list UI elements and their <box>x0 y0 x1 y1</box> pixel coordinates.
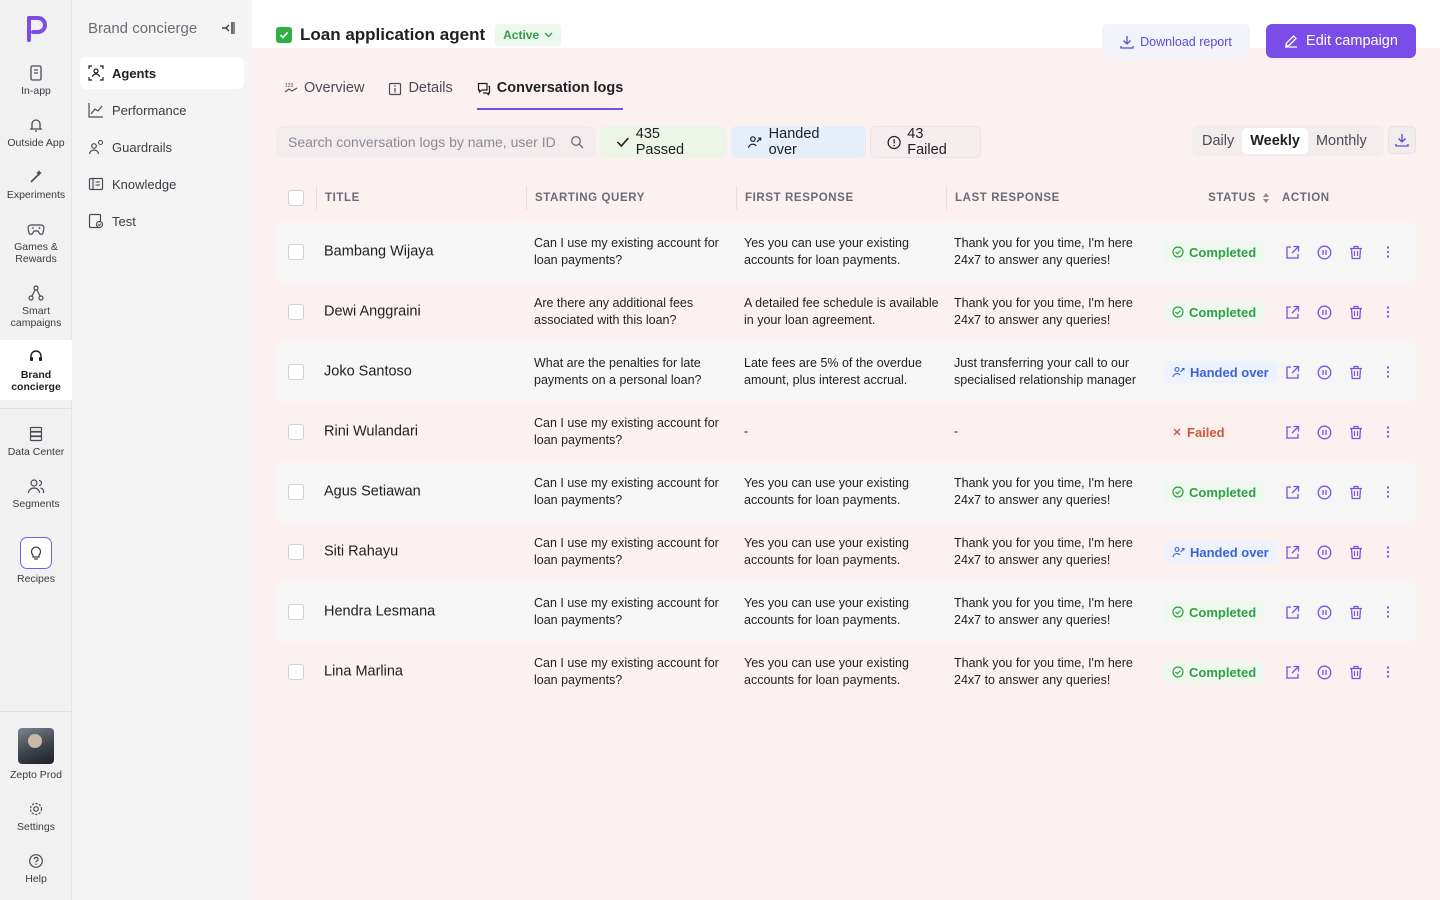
row-last-response: Thank you for you time, I'm here 24x7 to answer any queries! <box>954 476 1133 507</box>
select-all-checkbox[interactable] <box>288 190 304 206</box>
status-badge <box>1164 301 1264 323</box>
rail-item-label: Settings <box>17 821 55 833</box>
column-header-last-response[interactable]: LAST RESPONSE <box>946 186 1156 210</box>
check-circle-icon <box>1172 486 1184 498</box>
row-first-response: Yes you can use your existing accounts for loan payments. <box>744 596 909 627</box>
in-app-icon <box>27 64 45 82</box>
row-first-response: - <box>744 424 749 439</box>
row-starting-query: Can I use my existing account for loan payments? <box>534 596 719 627</box>
chevron-down-icon <box>544 32 553 38</box>
row-title: Hendra Lesmana <box>324 603 436 620</box>
page-title: Loan application agent <box>300 25 486 44</box>
test-icon <box>88 213 104 229</box>
row-starting-query: Can I use my existing account for loan payments? <box>534 476 719 507</box>
rail-item-data-center[interactable] <box>0 425 72 458</box>
tab-details[interactable] <box>388 80 452 110</box>
status-badge-label: Handed over <box>1190 364 1269 380</box>
filter-label: Handed over <box>768 126 820 158</box>
row-checkbox[interactable] <box>288 604 304 620</box>
status-label: Active <box>503 28 540 42</box>
row-first-response: Yes you can use your existing accounts for loan payments. <box>744 236 909 267</box>
row-first-response: Yes you can use your existing accounts for loan payments. <box>744 536 909 567</box>
pause-icon[interactable] <box>1316 484 1332 500</box>
pause-icon[interactable] <box>1316 304 1332 320</box>
tab-label: Overview <box>304 80 365 96</box>
rail-item-label: Data Center <box>7 446 65 458</box>
chart-line-icon <box>88 102 104 118</box>
row-starting-query: Can I use my existing account for loan payments? <box>534 656 719 687</box>
status-badge-label: Completed <box>1189 304 1257 320</box>
gamepad-icon <box>27 220 45 238</box>
tab-label: Details <box>408 80 453 96</box>
table-header <box>276 186 1416 210</box>
row-starting-query: Can I use my existing account for loan payments? <box>534 536 719 567</box>
check-circle-icon <box>1172 606 1184 618</box>
pause-icon[interactable] <box>1316 364 1332 380</box>
headset-icon <box>27 348 45 366</box>
sort-icon <box>1262 192 1270 204</box>
table-row[interactable] <box>276 522 1416 582</box>
tab-overview[interactable] <box>284 80 364 110</box>
rail-item-label: Brand concierge <box>11 369 61 393</box>
row-last-response: - <box>954 424 959 439</box>
filter-handed-over[interactable] <box>731 126 866 158</box>
download-icon <box>1120 35 1134 49</box>
rail-item-brand-concierge[interactable] <box>0 340 72 400</box>
period-weekly[interactable]: Weekly <box>1242 128 1308 154</box>
row-last-response: Thank you for you time, I'm here 24x7 to answer any queries! <box>954 536 1133 567</box>
table-row[interactable] <box>276 342 1416 402</box>
guardrails-icon <box>88 139 104 155</box>
row-starting-query: What are the penalties for late payments on a personal loan? <box>534 356 702 387</box>
row-title: Agus Setiawan <box>324 483 421 500</box>
open-external-icon[interactable] <box>1284 664 1300 680</box>
trash-icon[interactable] <box>1348 244 1364 260</box>
rail-item-label: Smart campaigns <box>10 305 62 329</box>
row-last-response: Thank you for you time, I'm here 24x7 to answer any queries! <box>954 296 1133 327</box>
row-checkbox[interactable] <box>288 664 304 680</box>
trash-icon[interactable] <box>1348 364 1364 380</box>
table-row[interactable] <box>276 642 1416 702</box>
book-icon <box>88 176 104 192</box>
sidebar-title: Brand concierge <box>88 20 198 37</box>
agents-icon <box>88 65 104 81</box>
period-selector <box>1192 126 1384 156</box>
more-vertical-icon[interactable] <box>1380 484 1396 500</box>
status-badge <box>1164 421 1233 443</box>
search-box[interactable] <box>276 126 596 158</box>
more-vertical-icon[interactable] <box>1380 304 1396 320</box>
row-first-response: A detailed fee schedule is available in your loan agreement. <box>744 296 939 327</box>
row-checkbox[interactable] <box>288 364 304 380</box>
check-icon <box>616 136 630 148</box>
sidebar-item-label: Test <box>112 213 136 229</box>
row-last-response: Thank you for you time, I'm here 24x7 to answer any queries! <box>954 236 1133 267</box>
pause-icon[interactable] <box>1316 604 1332 620</box>
row-title: Bambang Wijaya <box>324 243 434 260</box>
rail-item-label: Help <box>25 873 47 885</box>
row-first-response: Late fees are 5% of the overdue amount, plus interest accrual. <box>744 356 922 387</box>
row-checkbox[interactable] <box>288 424 304 440</box>
status-dropdown[interactable] <box>495 24 561 46</box>
tab-label: Conversation logs <box>496 80 624 96</box>
filter-passed[interactable] <box>600 126 727 158</box>
column-header-action: ACTION <box>1282 192 1330 204</box>
sidebar-item-label: Agents <box>112 65 157 81</box>
select-all-cell <box>276 190 316 206</box>
overview-icon <box>284 82 298 96</box>
bell-icon <box>27 116 45 134</box>
row-first-response: Yes you can use your existing accounts for loan payments. <box>744 476 909 507</box>
row-checkbox[interactable] <box>288 484 304 500</box>
column-header-status-wrap[interactable] <box>1156 192 1276 204</box>
filter-label: 43 Failed <box>907 126 947 158</box>
more-vertical-icon[interactable] <box>1380 424 1396 440</box>
alert-circle-icon <box>887 135 901 150</box>
tab-bar <box>284 80 647 110</box>
database-icon <box>27 425 45 443</box>
app-rail <box>0 0 72 900</box>
status-badge-label: Completed <box>1189 484 1257 500</box>
row-starting-query: Can I use my existing account for loan payments? <box>534 416 719 447</box>
sidebar-item-test[interactable] <box>80 205 244 237</box>
rail-item-segments[interactable] <box>0 477 72 510</box>
download-icon <box>1395 133 1409 147</box>
status-badge <box>1164 601 1264 623</box>
more-vertical-icon[interactable] <box>1380 244 1396 260</box>
rail-item-smart-campaigns[interactable] <box>0 284 72 329</box>
open-external-icon[interactable] <box>1284 544 1300 560</box>
open-external-icon[interactable] <box>1284 244 1300 260</box>
trash-icon[interactable] <box>1348 604 1364 620</box>
search-icon[interactable] <box>570 135 584 149</box>
sidebar-item-knowledge[interactable] <box>80 168 244 200</box>
edit-campaign-button[interactable] <box>1266 24 1416 58</box>
wand-icon <box>27 168 45 186</box>
page-header <box>276 24 561 46</box>
edit-campaign-label: Edit campaign <box>1306 33 1398 49</box>
rail-item-recipes[interactable] <box>0 537 72 585</box>
rail-item-label: Experiments <box>6 189 66 201</box>
table-row[interactable] <box>276 222 1416 282</box>
info-doc-icon <box>388 82 402 96</box>
open-external-icon[interactable] <box>1284 304 1300 320</box>
section-sidebar <box>72 0 252 900</box>
table-row[interactable] <box>276 462 1416 522</box>
column-header-title[interactable]: TITLE <box>316 186 526 210</box>
export-button[interactable] <box>1388 126 1416 154</box>
sidebar-item-label: Knowledge <box>112 176 177 192</box>
download-report-label: Download report <box>1140 34 1232 49</box>
main-content <box>252 0 1440 900</box>
rail-item-label: Segments <box>12 498 60 510</box>
open-external-icon[interactable] <box>1284 484 1300 500</box>
status-badge-label: Completed <box>1189 604 1257 620</box>
column-header-status: STATUS <box>1208 192 1256 204</box>
row-title: Lina Marlina <box>324 663 403 680</box>
bulb-icon <box>20 537 52 569</box>
sidebar-item-guardrails[interactable] <box>80 131 244 163</box>
status-badge <box>1164 361 1277 383</box>
row-checkbox[interactable] <box>288 544 304 560</box>
sidebar-item-performance[interactable] <box>80 94 244 126</box>
brand-logo-icon[interactable] <box>24 14 48 42</box>
rail-item-settings[interactable] <box>0 800 72 833</box>
user-profile[interactable] <box>0 728 72 781</box>
sidebar-item-label: Guardrails <box>112 139 172 155</box>
pencil-icon <box>1284 34 1298 48</box>
tab-conversation-logs[interactable] <box>477 80 624 110</box>
check-circle-icon <box>1172 666 1184 678</box>
check-circle-icon <box>1172 246 1184 258</box>
user-name: Zepto Prod <box>10 769 62 781</box>
trash-icon[interactable] <box>1348 304 1364 320</box>
filter-failed[interactable] <box>870 126 981 158</box>
rail-item-label: In-app <box>21 85 51 97</box>
pause-icon[interactable] <box>1316 664 1332 680</box>
column-header-starting-query[interactable]: STARTING QUERY <box>526 186 736 210</box>
download-report-button[interactable] <box>1102 24 1250 59</box>
trash-icon[interactable] <box>1348 544 1364 560</box>
status-badge-label: Completed <box>1189 244 1257 260</box>
rail-item-in-app[interactable] <box>0 64 72 97</box>
gear-icon <box>27 800 45 818</box>
handover-icon <box>1172 546 1185 558</box>
row-last-response: Thank you for you time, I'm here 24x7 to answer any queries! <box>954 596 1133 627</box>
trash-icon[interactable] <box>1348 424 1364 440</box>
close-icon <box>1172 427 1182 437</box>
filter-label: 435 Passed <box>635 126 685 158</box>
users-icon <box>27 477 45 495</box>
row-title: Rini Wulandari <box>324 423 419 440</box>
pause-icon[interactable] <box>1316 424 1332 440</box>
sidebar-item-agents[interactable] <box>80 57 244 89</box>
column-header-first-response[interactable]: FIRST RESPONSE <box>736 186 946 210</box>
rail-divider <box>0 711 72 712</box>
row-title: Dewi Anggraini <box>324 303 421 320</box>
trash-icon[interactable] <box>1348 664 1364 680</box>
status-badge-label: Failed <box>1187 424 1225 440</box>
period-monthly[interactable]: Monthly <box>1315 133 1367 149</box>
rail-item-games-rewards[interactable] <box>0 220 72 265</box>
trash-icon[interactable] <box>1348 484 1364 500</box>
more-vertical-icon[interactable] <box>1380 364 1396 380</box>
row-title: Joko Santoso <box>324 363 412 380</box>
row-starting-query: Can I use my existing account for loan payments? <box>534 236 719 267</box>
pause-icon[interactable] <box>1316 544 1332 560</box>
table-row[interactable] <box>276 582 1416 642</box>
status-badge-label: Handed over <box>1190 544 1269 560</box>
rail-item-help[interactable] <box>0 852 72 885</box>
rail-item-label: Recipes <box>17 573 55 585</box>
handover-icon <box>1172 366 1185 378</box>
help-icon <box>27 852 45 870</box>
rail-item-experiments[interactable] <box>0 168 72 201</box>
network-icon <box>27 284 45 302</box>
chat-icon <box>477 82 491 96</box>
more-vertical-icon[interactable] <box>1380 544 1396 560</box>
open-external-icon[interactable] <box>1284 424 1300 440</box>
status-badge <box>1164 481 1264 503</box>
row-checkbox[interactable] <box>288 304 304 320</box>
rail-item-outside-app[interactable] <box>0 116 72 149</box>
handover-icon <box>747 135 763 149</box>
rail-item-label: Games & Rewards <box>14 241 58 265</box>
more-vertical-icon[interactable] <box>1380 604 1396 620</box>
rail-divider <box>0 408 72 409</box>
sidebar-item-label: Performance <box>112 102 187 118</box>
row-last-response: Thank you for you time, I'm here 24x7 to answer any queries! <box>954 656 1133 687</box>
collapse-sidebar-icon[interactable] <box>220 20 236 36</box>
more-vertical-icon[interactable] <box>1380 664 1396 680</box>
avatar <box>18 728 54 764</box>
status-badge <box>1164 661 1264 683</box>
pause-icon[interactable] <box>1316 244 1332 260</box>
checkbox-checked-icon <box>276 27 292 43</box>
table-row[interactable] <box>276 402 1416 462</box>
status-badge <box>1164 541 1277 563</box>
period-daily[interactable]: Daily <box>1202 133 1235 149</box>
status-badge <box>1164 241 1264 263</box>
row-checkbox[interactable] <box>288 244 304 260</box>
row-first-response: Yes you can use your existing accounts for loan payments. <box>744 656 909 687</box>
row-last-response: Just transferring your call to our specialised relationship manager <box>954 356 1137 387</box>
svg-text:123: 123 <box>285 83 294 89</box>
rail-item-label: Outside App <box>7 137 65 149</box>
row-title: Siti Rahayu <box>324 543 399 560</box>
row-starting-query: Are there any additional fees associated with this loan? <box>534 296 694 327</box>
open-external-icon[interactable] <box>1284 364 1300 380</box>
open-external-icon[interactable] <box>1284 604 1300 620</box>
table-row[interactable] <box>276 282 1416 342</box>
check-circle-icon <box>1172 306 1184 318</box>
status-badge-label: Completed <box>1189 664 1257 680</box>
search-input[interactable] <box>288 134 570 150</box>
